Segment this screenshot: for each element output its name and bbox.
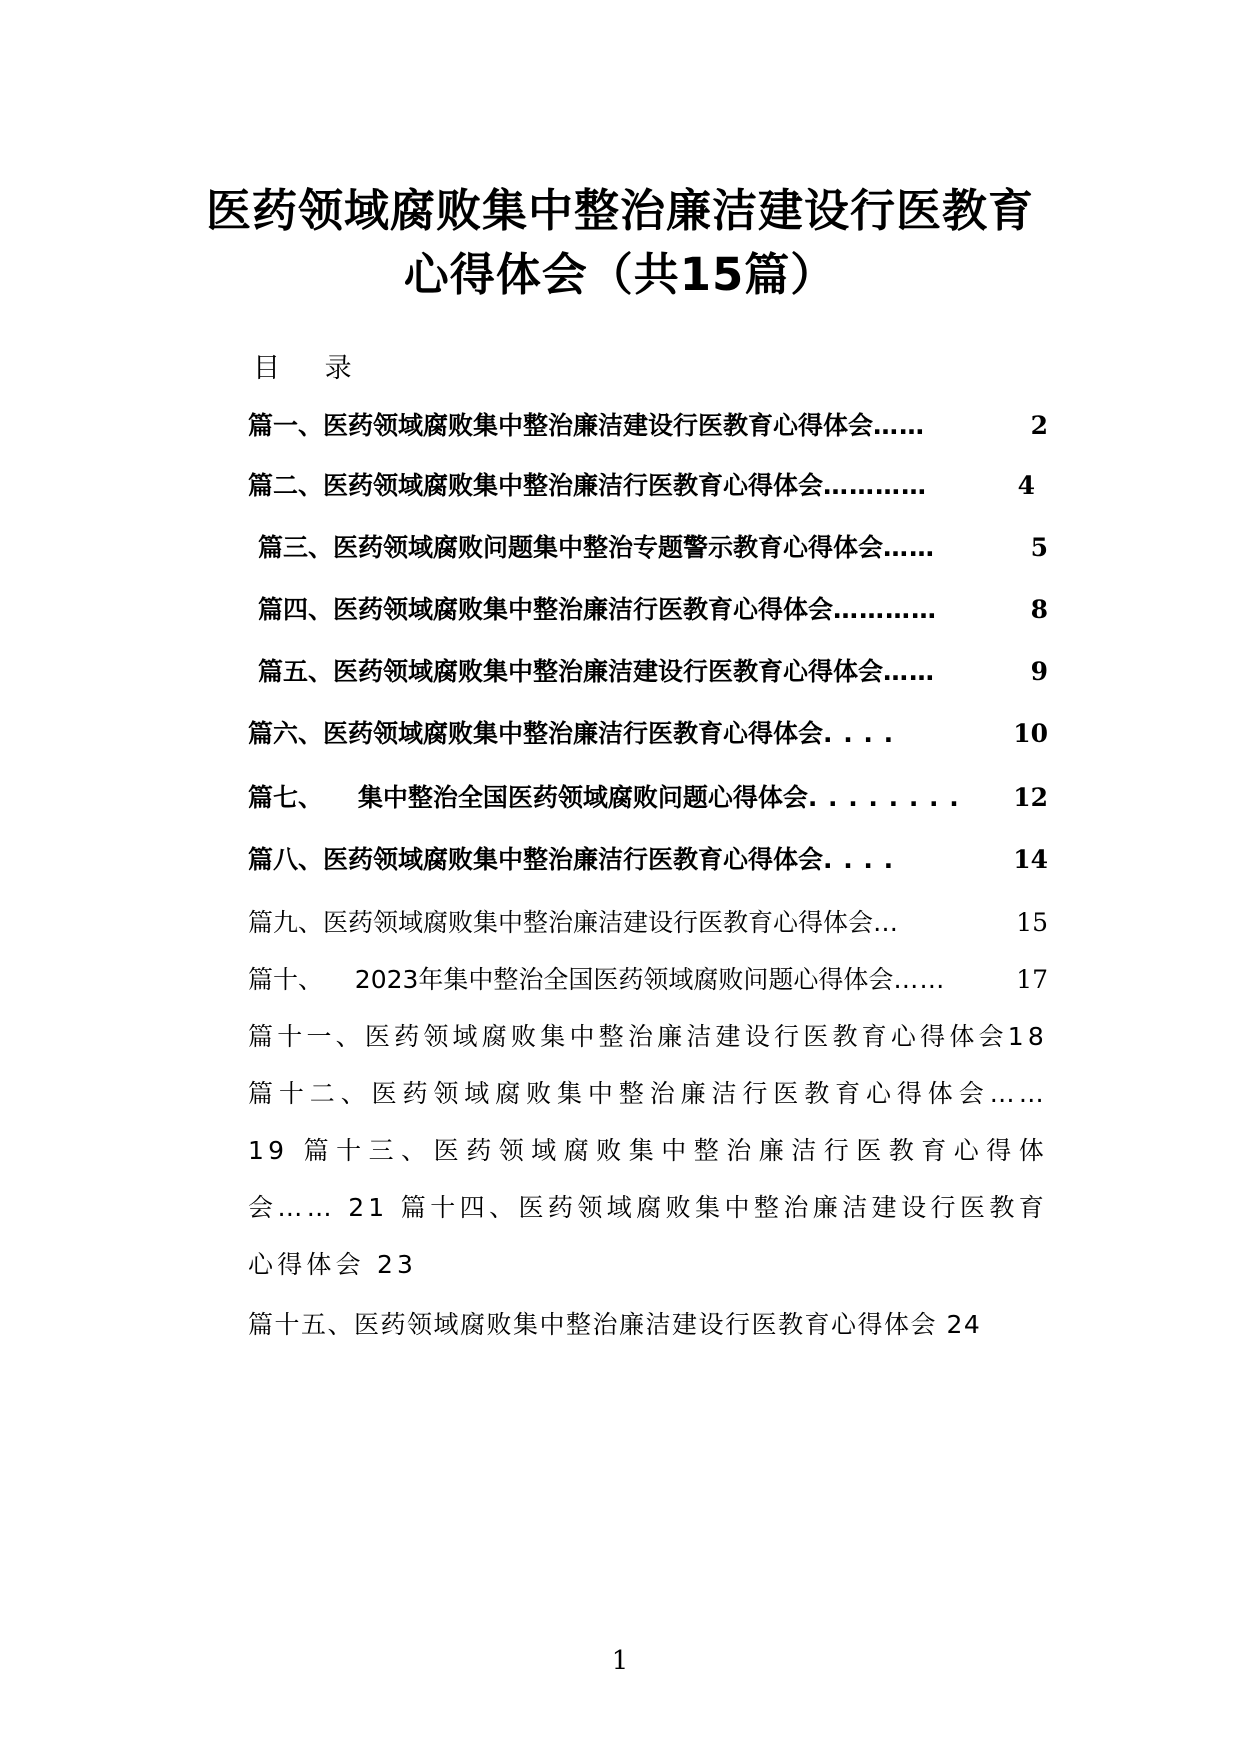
toc-entry-page: 17 — [1016, 965, 1048, 994]
toc-entry-leader: …… — [883, 657, 936, 686]
toc-entry-page: 15 — [1016, 908, 1048, 937]
toc-entry-label: 篇三、医药领域腐败问题集中整治专题警示教育心得体会 — [258, 533, 884, 562]
toc-entry-leader: …… — [893, 965, 946, 994]
toc-heading: 目 录 — [253, 353, 370, 384]
toc-entry-leader: ………… — [823, 471, 928, 500]
toc-entry-page: 14 — [1013, 845, 1048, 874]
toc-entry-4[interactable] — [258, 590, 1048, 626]
toc-entry-5[interactable] — [258, 652, 1048, 688]
toc-entry-8[interactable] — [248, 840, 1048, 876]
toc-entry-leader: . . . . — [823, 845, 895, 874]
toc-entry-label: 篇六、医药领域腐败集中整治廉洁行医教育心得体会 — [248, 719, 824, 748]
toc-entry-label: 篇八、医药领域腐败集中整治廉洁行医教育心得体会 — [248, 845, 824, 874]
toc-run-on-paragraph: 篇十一、医药领域腐败集中整治廉洁建设行医教育心得体会18 篇十二、医药领域腐败集中整治廉洁行医教育心得体会…… 19 篇十三、医药领域腐败集中整治廉洁行医教育心得体会…… 21 篇十四、医药领域腐败集中整治廉洁建设行医教育心得体会 23 — [248, 1022, 1048, 1279]
toc-entry-page: 8 — [1030, 595, 1048, 624]
toc-entry-leader: …… — [883, 533, 936, 562]
toc-entry-9[interactable] — [248, 903, 1048, 939]
toc-entry-page: 10 — [1013, 719, 1048, 748]
toc-entry-2[interactable] — [248, 466, 1035, 502]
page-number: 1 — [611, 1646, 629, 1676]
toc-entry-label: 篇一、医药领域腐败集中整治廉洁建设行医教育心得体会 — [248, 411, 874, 440]
toc-entry-label: 篇四、医药领域腐败集中整治廉洁行医教育心得体会 — [258, 595, 834, 624]
toc-entry-label: 篇十、 2023年集中整治全国医药领域腐败问题心得体会 — [248, 965, 894, 994]
toc-entry-leader: … — [873, 908, 900, 937]
toc-entry-label: 篇二、医药领域腐败集中整治廉洁行医教育心得体会 — [248, 471, 824, 500]
toc-entry-leader: …… — [873, 411, 926, 440]
toc-entry-page: 5 — [1030, 533, 1048, 562]
toc-entry-10[interactable] — [248, 960, 1048, 996]
toc-entry-leader: . . . . . . . . — [807, 783, 960, 812]
document-title-line-2: 心得体会（共15篇） — [403, 248, 837, 301]
toc-entry-7[interactable] — [248, 778, 1048, 814]
toc-entry-leader: ………… — [833, 595, 938, 624]
toc-entry-page: 2 — [1030, 411, 1048, 440]
toc-entry-page: 4 — [1017, 471, 1035, 500]
toc-entry-label: 篇九、医药领域腐败集中整治廉洁建设行医教育心得体会 — [248, 908, 874, 937]
toc-entry-label: 篇七、 集中整治全国医药领域腐败问题心得体会 — [248, 783, 808, 812]
toc-entry-3[interactable] — [258, 528, 1048, 564]
toc-entry-label: 篇十五、医药领域腐败集中整治廉洁建设行医教育心得体会 24 — [248, 1310, 982, 1339]
toc-entry-1[interactable] — [248, 406, 1048, 442]
toc-entry-6[interactable] — [248, 714, 1048, 750]
toc-entry-leader: . . . . — [823, 719, 895, 748]
toc-entry-page: 12 — [1013, 783, 1048, 812]
toc-entry-page: 9 — [1030, 657, 1048, 686]
toc-entry-15[interactable] — [248, 1305, 1048, 1341]
document-title-line-1: 医药领域腐败集中整治廉洁建设行医教育 — [205, 184, 1034, 237]
toc-entry-label: 篇五、医药领域腐败集中整治廉洁建设行医教育心得体会 — [258, 657, 884, 686]
